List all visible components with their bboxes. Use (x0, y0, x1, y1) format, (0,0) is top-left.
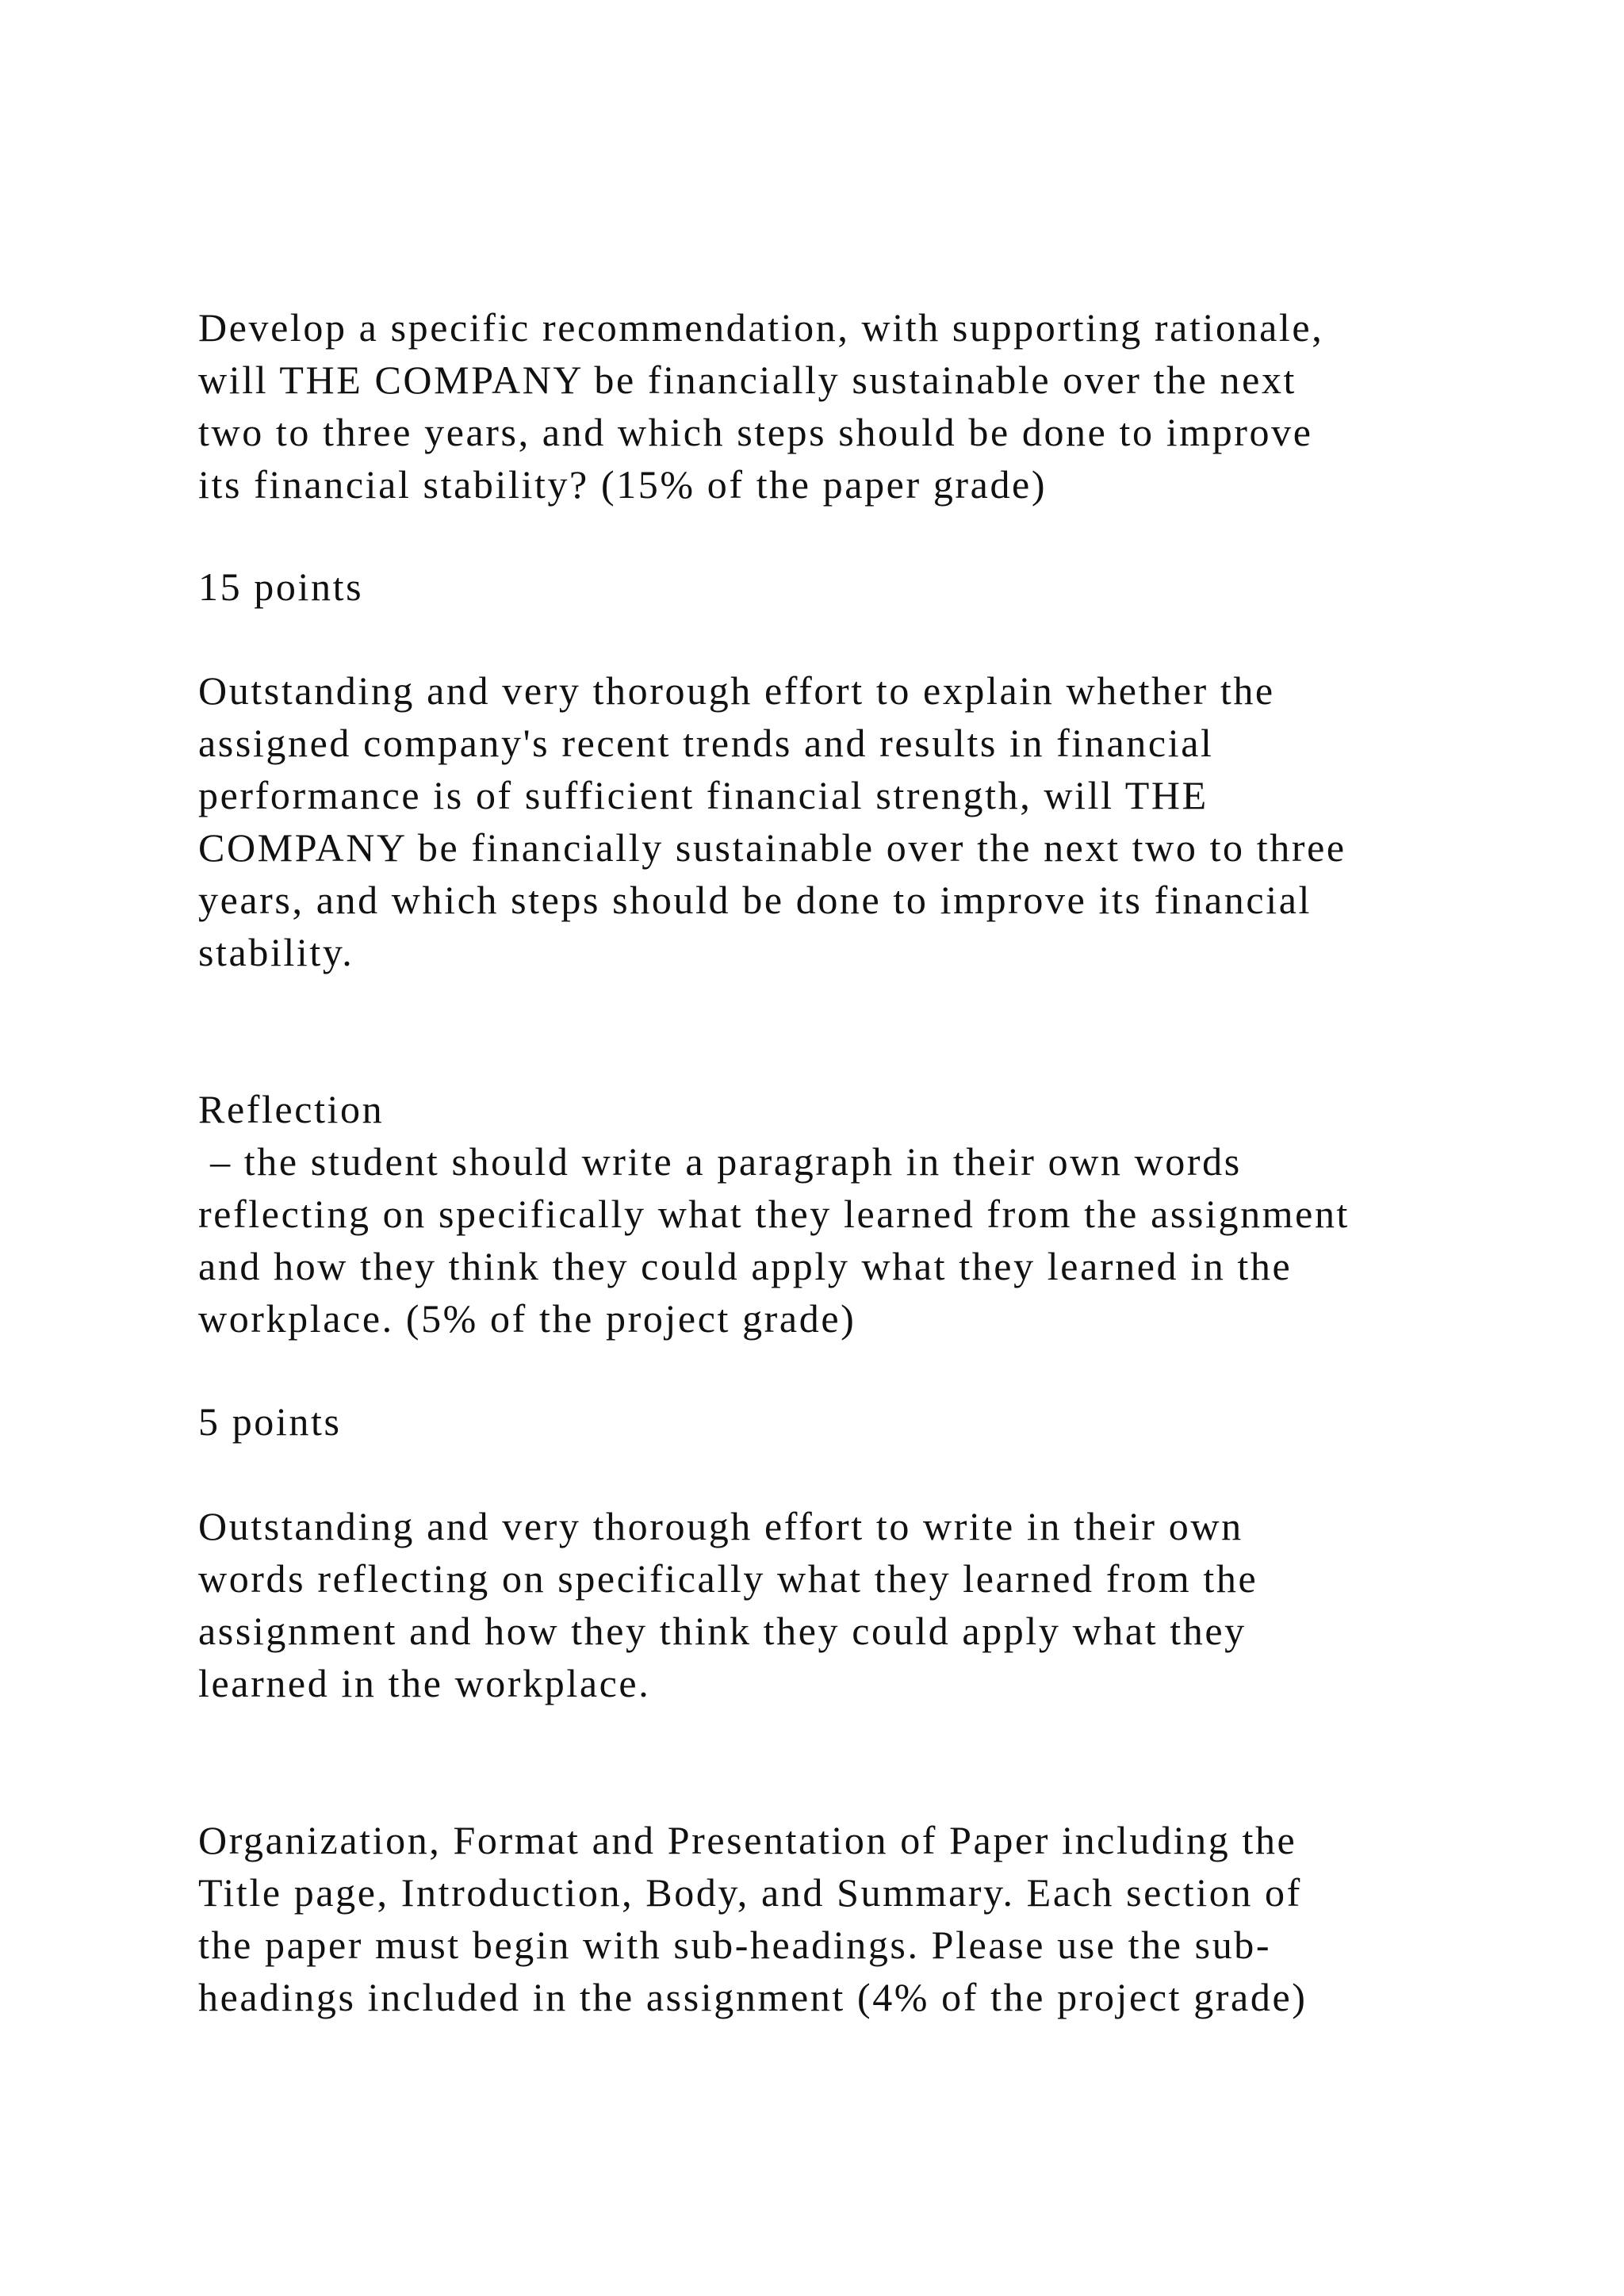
text-line: workplace. (5% of the project grade) (198, 1296, 856, 1341)
organization-criterion (198, 1814, 1467, 2023)
text-line: performance is of sufficient financial strength, will THE (198, 773, 1208, 817)
recommendation-points (198, 561, 1467, 613)
text-line: headings included in the assignment (4% of the project grade) (198, 1975, 1308, 2019)
text-line: the paper must begin with sub-headings. Please use the sub- (198, 1923, 1272, 1967)
text-line: years, and which steps should be done to improve its financial (198, 878, 1312, 922)
text-line: reflecting on specifically what they learned from the assignment (198, 1192, 1350, 1236)
text-line: Title page, Introduction, Body, and Summary. Each section of (198, 1870, 1302, 1915)
recommendation-rating-description (198, 664, 1467, 978)
text-line: learned in the workplace. (198, 1661, 651, 1705)
reflection-points (198, 1395, 1467, 1448)
text-line: Reflection (198, 1087, 385, 1131)
text-line: will THE COMPANY be financially sustainable over the next (198, 358, 1297, 402)
text-line: assignment and how they think they could apply what they (198, 1609, 1247, 1653)
recommendation-criterion (198, 301, 1467, 511)
text-line: Outstanding and very thorough effort to write in their own (198, 1504, 1243, 1548)
text-line: two to three years, and which steps should be done to improve (198, 410, 1313, 454)
text-line: stability. (198, 930, 354, 974)
text-line: words reflecting on specifically what they learned from the (198, 1556, 1258, 1601)
text-line: – the student should write a paragraph in their own words (198, 1139, 1242, 1184)
text-line: 5 points (198, 1399, 342, 1444)
reflection-criterion (198, 1083, 1467, 1345)
text-line: its financial stability? (15% of the paper grade) (198, 462, 1048, 507)
text-line: assigned company's recent trends and results in financial (198, 721, 1214, 765)
text-line: and how they think they could apply what they learned in the (198, 1244, 1293, 1288)
text-line: Outstanding and very thorough effort to explain whether the (198, 668, 1275, 713)
text-line: Organization, Format and Presentation of Paper including the (198, 1818, 1297, 1862)
text-line: Develop a specific recommendation, with supporting rationale, (198, 305, 1324, 350)
reflection-rating-description (198, 1500, 1467, 1709)
text-line: COMPANY be financially sustainable over the next two to three (198, 825, 1346, 870)
text-line: 15 points (198, 564, 364, 609)
